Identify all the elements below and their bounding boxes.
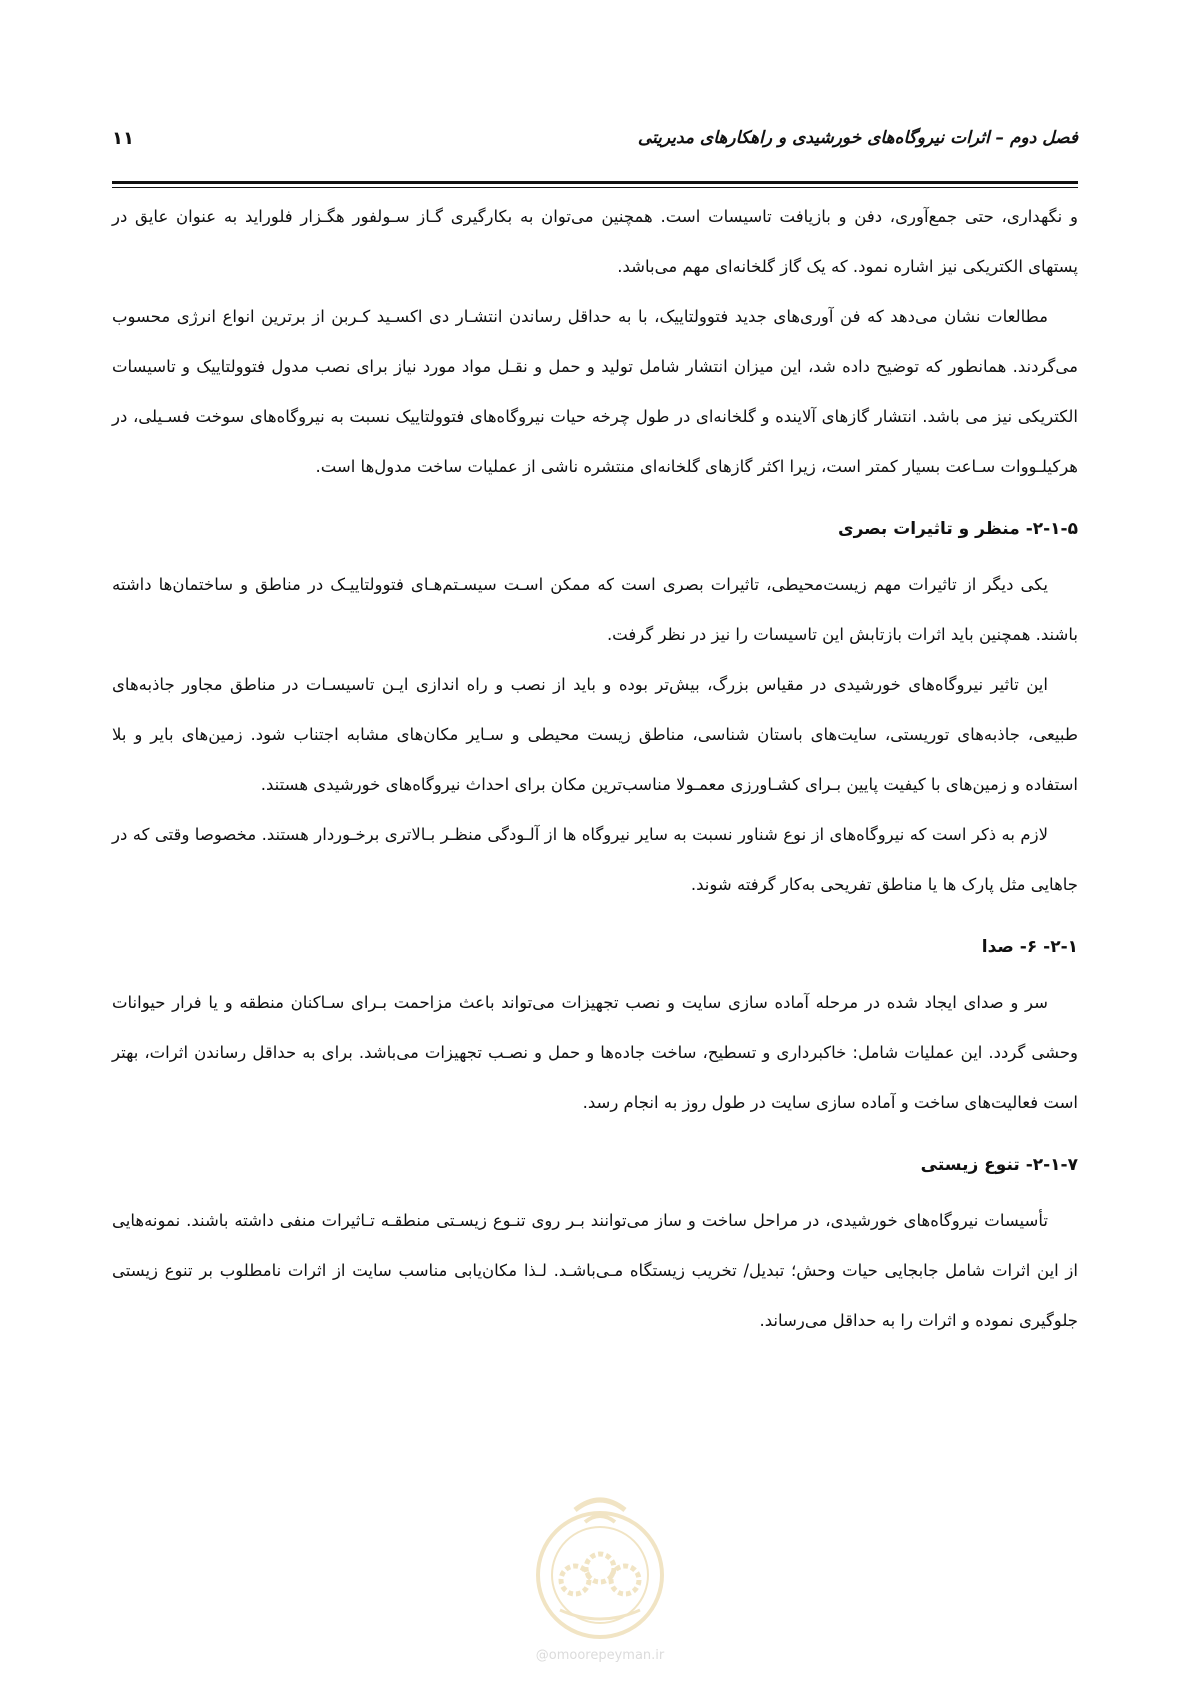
paragraph: این تاثیر نیروگاه‌های خورشیدی در مقیاس بزرگ، بیش‌تر بوده و باید از نصب و راه اندازی ایـن تاسیسـات در مناطق مجاور جاذبه‌های طبیعی، جاذبه‌های توریستی، سایت‌های باستان شناسی، مناطق زیست محیطی و سـایر مکان‌های مشابه اجتناب شود. زمین‌های بایر و بلا استفاده و زمین‌های با کیفیت پایین بـرای کشـاورزی معمـولا مناسب‌ترین مکان برای احداث نیروگاه‌های خورشیدی هستند. [112,675,1078,794]
paragraph: سر و صدای ایجاد شده در مرحله آماده سازی سایت و نصب تجهیزات می‌تواند باعث مزاحمت بـرای سـاکنان منطقه و یا فرار حیوانات وحشی گردد. این عملیات شامل: خاکبرداری و تسطیح، ساخت جاده‌ها و حمل و نصـب تجهیزات می‌باشد. برای به حداقل رساندن اثرات، بهتر است فعالیت‌های ساخت و آماده سازی سایت در طول روز به انجام رسد. [112,993,1078,1112]
paragraph: یکی دیگر از تاثیرات مهم زیست‌محیطی، تاثیرات بصری است که ممکن اسـت سیسـتم‌هـای فتوولتاییـک در مناطق و ساختمان‌ها داشته باشند. همچنین باید اثرات بازتابش این تاسیسات را نیز در نظر گرفت. [112,575,1078,644]
body-content [112,192,1078,1358]
paragraph: مطالعات نشان می‌دهد که فن آوری‌های جدید فتوولتاییک، با به حداقل رساندن انتشـار دی اکسـید کـربن از برترین انواع انرژی محسوب می‌گردند. همانطور که توضیح داده شد، این میزان انتشار شامل تولید و حمل و نقـل مواد مورد نیاز برای نصب مدول فتوولتاییک و تاسیسات الکتریکی نیز می باشد. انتشار گازهای آلاینده و گلخانه‌ای در طول چرخه حیات نیروگاه‌های فتوولتاییک نسبت به نیروگاه‌های سوخت فسـیلی، در هرکیلـووات سـاعت بسیار کمتر است، زیرا اکثر گازهای گلخانه‌ای منتشره ناشی از عملیات ساخت مدول‌ها است. [112,307,1078,476]
section-noise [112,922,1078,1128]
paragraph: تأسیسات نیروگاه‌های خورشیدی، در مراحل ساخت و ساز می‌توانند بـر روی تنـوع زیسـتی منطقـه تـاثیرات منفی داشته باشند. نمونه‌هایی از این اثرات شامل جابجایی حیات وحش؛ تبدیل/ تخریب زیستگاه مـی‌باشـد. لـذا مکان‌یابی مناسب سایت از اثرات نامطلوب بر تنوع زیستی جلوگیری نموده و اثرات را به حداقل می‌رساند. [112,1211,1078,1330]
section-visual [112,504,1078,910]
running-header [112,118,1078,158]
intro-block [112,192,1078,492]
watermark [505,1480,695,1680]
chapter-title: فصل دوم – اثرات نیروگاه‌های خورشیدی و راهکارهای مدیریتی [637,128,1078,148]
section-biodiversity [112,1140,1078,1346]
paragraph: لازم به ذکر است که نیروگاه‌های از نوع شناور نسبت به سایر نیروگاه ها از آلـودگی منظـر بـالاتری برخـوردار هستند. مخصوصا وقتی که در جاهایی مثل پارک ها یا مناطق تفریحی به‌کار گرفته شوند. [112,825,1078,894]
paragraph: و نگهداری، حتی جمع‌آوری، دفن و بازیافت تاسیسات است. همچنین می‌توان به بکارگیری گـاز سـولفور هگـزار فلوراید به عنوان عایق در پستهای الکتریکی نیز اشاره نمود. که یک گاز گلخانه‌ای مهم می‌باشد. [112,207,1078,276]
section-heading: ۲-۱-۷- تنوع زیستی [920,1155,1078,1175]
header-divider [112,181,1078,188]
section-heading: ۲-۱- ۶- صدا [981,937,1078,957]
page-number: ۱۱ [112,128,134,149]
section-heading: ۲-۱-۵- منظر و تاثیرات بصری [837,519,1078,539]
watermark-url: @omoorepeyman.ir [535,1648,665,1663]
watermark-logo-icon [505,1480,695,1645]
